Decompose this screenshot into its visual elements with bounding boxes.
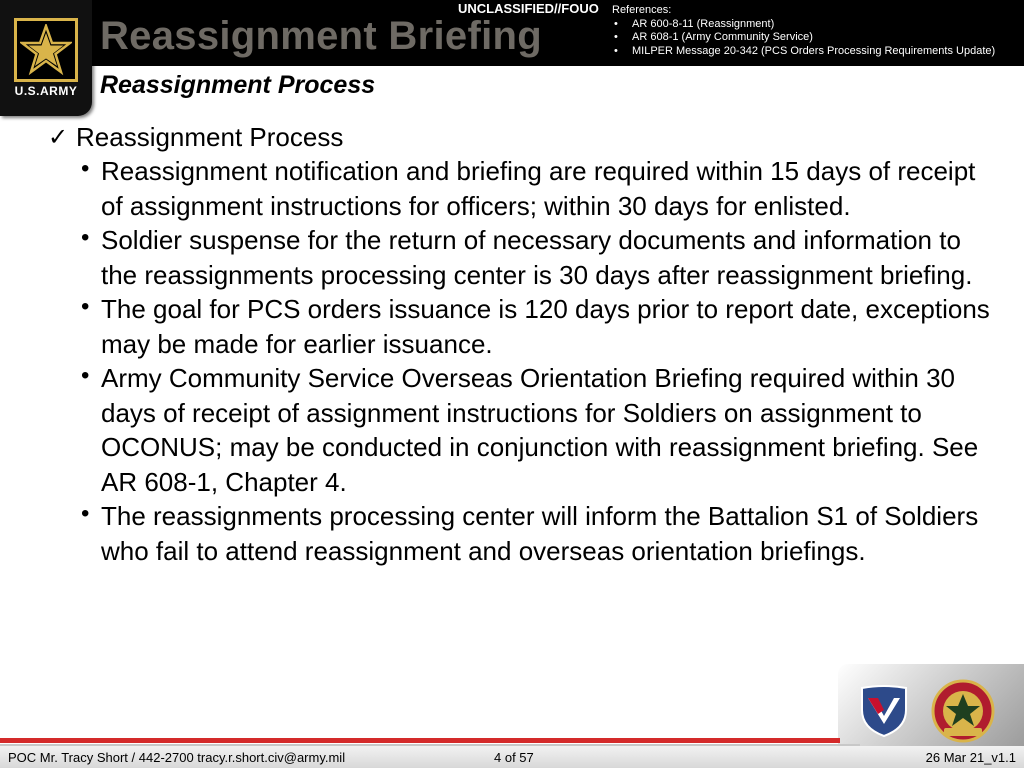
classification-banner: UNCLASSIFIED//FOUO bbox=[458, 1, 599, 16]
slide-subtitle: Reassignment Process bbox=[100, 71, 376, 99]
reference-item: • AR 600-8-11 (Reassignment) bbox=[612, 18, 995, 32]
references-label: References: bbox=[612, 4, 672, 16]
amc-shield-icon bbox=[858, 684, 910, 738]
bullet-item: • Soldier suspense for the return of necessary documents and information to the reassignments processing center is 30 days after reassignment briefing. bbox=[48, 223, 998, 292]
references-list bbox=[612, 18, 995, 59]
logo-wordmark: U.S.ARMY bbox=[14, 84, 78, 98]
bullet-item: • The goal for PCS orders issuance is 120 days prior to report date, exceptions may be made for earlier issuance. bbox=[48, 292, 998, 361]
support-insignia-icon bbox=[930, 678, 996, 744]
bullet-item: • The reassignments processing center will inform the Battalion S1 of Soldiers who fail to attend reassignment and overseas orientation briefings. bbox=[48, 499, 998, 568]
section-heading-text: Reassignment Process bbox=[76, 122, 344, 152]
reference-item: • AR 608-1 (Army Community Service) bbox=[612, 31, 995, 45]
bullet-list bbox=[48, 154, 998, 568]
page-title: Reassignment Briefing bbox=[100, 14, 542, 58]
army-star-icon bbox=[14, 18, 78, 82]
slide-content bbox=[48, 120, 998, 568]
references-block bbox=[612, 4, 995, 58]
army-logo bbox=[0, 0, 92, 116]
section-heading bbox=[48, 120, 998, 154]
footer-poc: POC Mr. Tracy Short / 442-2700 tracy.r.short.civ@army.mil bbox=[8, 750, 346, 765]
reference-item: • MILPER Message 20-342 (PCS Orders Processing Requirements Update) bbox=[612, 45, 995, 59]
footer-red-rule bbox=[0, 738, 840, 743]
page-number: 4 of 57 bbox=[494, 750, 534, 765]
footer-version: 26 Mar 21_v1.1 bbox=[925, 750, 1016, 765]
bullet-item: • Reassignment notification and briefing are required within 15 days of receipt of assignment instructions for officers; within 30 days for enlisted. bbox=[48, 154, 998, 223]
insignia-panel bbox=[838, 664, 1024, 752]
checkmark-icon: ✓ bbox=[48, 123, 69, 151]
bullet-item: • Army Community Service Overseas Orientation Briefing required within 30 days of receipt of assignment instructions for Soldiers on assignment to OCONUS; may be conducted in conjunction with reassignment briefing. See AR 608-1, Chapter 4. bbox=[48, 361, 998, 499]
